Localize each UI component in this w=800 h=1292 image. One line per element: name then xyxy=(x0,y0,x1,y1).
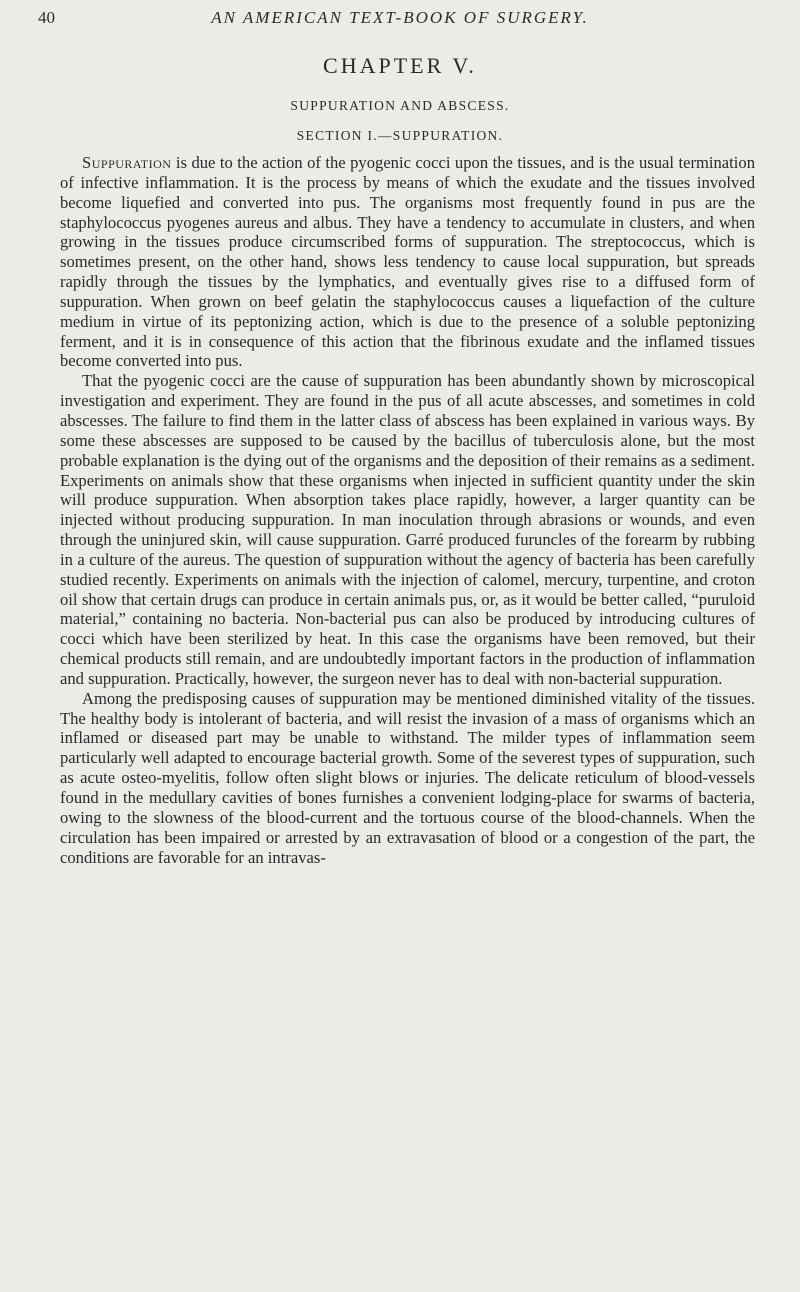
running-title: AN AMERICAN TEXT-BOOK OF SURGERY. xyxy=(211,8,589,27)
chapter-title: CHAPTER V. xyxy=(323,53,477,78)
paragraph-3: Among the predisposing causes of suppuration may be mentioned diminished vitality of the tissues. The healthy body is intolerant of bacteria, and will resist the invasion of a mass of organisms which an inflamed or diseased part may be unable to withstand. The milder types of inflammation seem particularly well adapted to encourage bacterial growth. Some of the severest types of suppuration, such as acute osteo-myelitis, follow often slight blows or injuries. The delicate reticulum of blood-vessels found in the medullary cavities of bones furnishes a convenient lodging-place for swarms of bacteria, owing to the slowness of the blood-current and the tortuous course of the blood-channels. When the circulation has been impaired or arrested by an extravasation of blood or a congestion of the part, the conditions are favorable for an intravas- xyxy=(60,688,755,867)
paragraph-2: That the pyogenic cocci are the cause of suppuration has been abundantly shown by microscopical investigation and experiment. They are found in the pus of all acute abscesses, and sometimes in cold abscesses. The failure to find them in the latter class of abscess has been explained in various ways. By some these abscesses are supposed to be caused by the bacillus of tuberculosis alone, but the most probable explanation is the dying out of the organisms and the deposition of their remains as a sediment. Experiments on animals show that these organisms when injected in sufficient quantity under the skin will produce suppuration. When absorption takes place rapidly, however, a larger quantity can be injected without producing suppuration. In man inoculation through abrasions or wounds, and even through the uninjured skin, will cause suppuration. Garré produced furuncles of the forearm by rubbing in a culture of the aureus. The question of suppuration without the agency of bacteria has been carefully studied recently. Experiments on animals with the injection of calomel, mercury, turpentine, and croton oil show that certain drugs can produce in certain animals pus, or, as it would be better called, “puruloid material,” containing no bacteria. Non-bacterial pus can also be produced by introducing cultures of cocci which have been sterilized by heat. In this case the organisms have been removed, but their chemical products still remain, and are undoubtedly important factors in the production of inflammation and suppuration. Practically, however, the surgeon never has to deal with non-bacterial suppuration. xyxy=(60,371,755,688)
chapter-subtitle: SUPPURATION AND ABSCESS. xyxy=(290,98,510,113)
paragraph-1 xyxy=(60,153,755,371)
body-text xyxy=(60,153,755,867)
running-head xyxy=(38,8,762,38)
paragraph-lead-word: Suppuration xyxy=(82,153,172,172)
section-title: SECTION I.—SUPPURATION. xyxy=(296,128,504,143)
page-number: 40 xyxy=(38,8,55,27)
paragraph-1-text: is due to the action of the pyogenic cocci upon the tissues, and is the usual termination of infective inflammation. It is the process by means of which the exudate and the tissues involved become liquefied and converted into pus. The organisms most frequently found in pus are the staphylococcus pyogenes aureus and albus. They have a tendency to accumulate in clusters, and when growing in the tissues produce circumscribed forms of suppuration. The streptococcus, which is sometimes present, on the other hand, shows less tendency to cause local suppuration, but spreads rapidly through the tissues by the lymphatics, and eventually gives rise to a diffused form of suppuration. When grown on beef gelatin the staphylococcus causes a liquefaction of the culture medium in virtue of its peptonizing action, which is due to the presence of a soluble peptonizing ferment, and it is in consequence of this action that the fibrinous exudate and the inflamed tissues become converted into pus. xyxy=(60,153,755,371)
